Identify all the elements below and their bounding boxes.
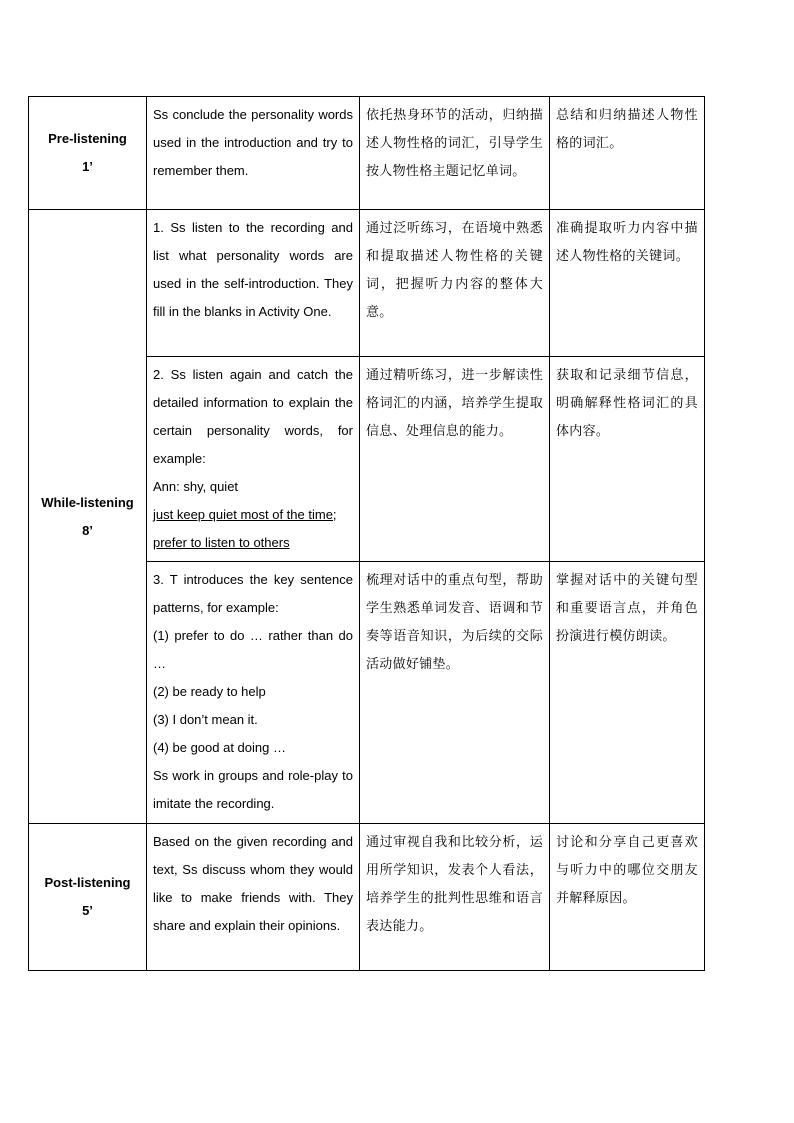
stage-name: Post-listening (44, 875, 131, 890)
stage-cell-while-listening (29, 210, 147, 824)
example-name: Ann: shy, quiet (153, 479, 239, 494)
purpose-cell: 通过审视自我和比较分析，运用所学知识，发表个人看法，培养学生的批判性思维和语言表达能力。 (360, 824, 550, 971)
pattern-2: (2) be ready to help (153, 684, 266, 699)
pattern-1: (1) prefer to do … rather than do … (153, 628, 353, 671)
table-row-while-listening-1 (29, 210, 705, 357)
purpose-cell: 依托热身环节的活动，归纳描述人物性格的词汇，引导学生按人物性格主题记忆单词。 (360, 97, 550, 210)
stage-time: 8’ (82, 522, 93, 538)
activity-cell (147, 562, 360, 824)
evaluation-cell: 获取和记录细节信息，明确解释性格词汇的具体内容。 (550, 357, 705, 562)
stage-name: While-listening (41, 494, 134, 510)
stage-cell-post-listening (29, 824, 147, 971)
purpose-cell: 梳理对话中的重点句型，帮助学生熟悉单词发音、语调和节奏等语音知识，为后续的交际活动做好铺垫。 (360, 562, 550, 824)
stage-cell-pre-listening (29, 97, 147, 210)
purpose-cell: 通过泛听练习，在语境中熟悉和提取描述人物性格的关键词，把握听力内容的整体大意。 (360, 210, 550, 357)
pattern-4: (4) be good at doing … (153, 740, 286, 755)
pattern-3: (3) I don’t mean it. (153, 712, 258, 727)
evaluation-cell: 讨论和分享自己更喜欢与听力中的哪位交朋友并解释原因。 (550, 824, 705, 971)
purpose-cell: 通过精听练习，进一步解读性格词汇的内涵，培养学生提取信息、处理信息的能力。 (360, 357, 550, 562)
table-row-pre-listening (29, 97, 705, 210)
stage-time: 1’ (82, 159, 93, 174)
example-detail-2: prefer to listen to others (153, 535, 290, 550)
evaluation-cell: 总结和归纳描述人物性格的词汇。 (550, 97, 705, 210)
stage-name: Pre-listening (48, 131, 127, 146)
activity-cell: Ss conclude the personality words used in the introduction and try to remember them. (147, 97, 360, 210)
activity-cell (147, 357, 360, 562)
activity-cell: 1. Ss listen to the recording and list what personality words are used in the self-introduction. They fill in the blanks in Activity One. (147, 210, 360, 357)
closing-text: Ss work in groups and role-play to imitate the recording. (153, 768, 353, 811)
lesson-plan-table (28, 96, 705, 971)
activity-text: 2. Ss listen again and catch the detailed information to explain the certain personality words, for example: (153, 367, 353, 466)
activity-cell: Based on the given recording and text, Ss discuss whom they would like to make friends with. They share and explain their opinions. (147, 824, 360, 971)
evaluation-cell: 准确提取听力内容中描述人物性格的关键词。 (550, 210, 705, 357)
stage-time: 5’ (82, 903, 93, 918)
example-detail-1: just keep quiet most of the time; (153, 507, 337, 522)
activity-text: 3. T introduces the key sentence patterns, for example: (153, 572, 353, 615)
evaluation-cell: 掌握对话中的关键句型和重要语言点，并角色扮演进行模仿朗读。 (550, 562, 705, 824)
table-row-post-listening (29, 824, 705, 971)
